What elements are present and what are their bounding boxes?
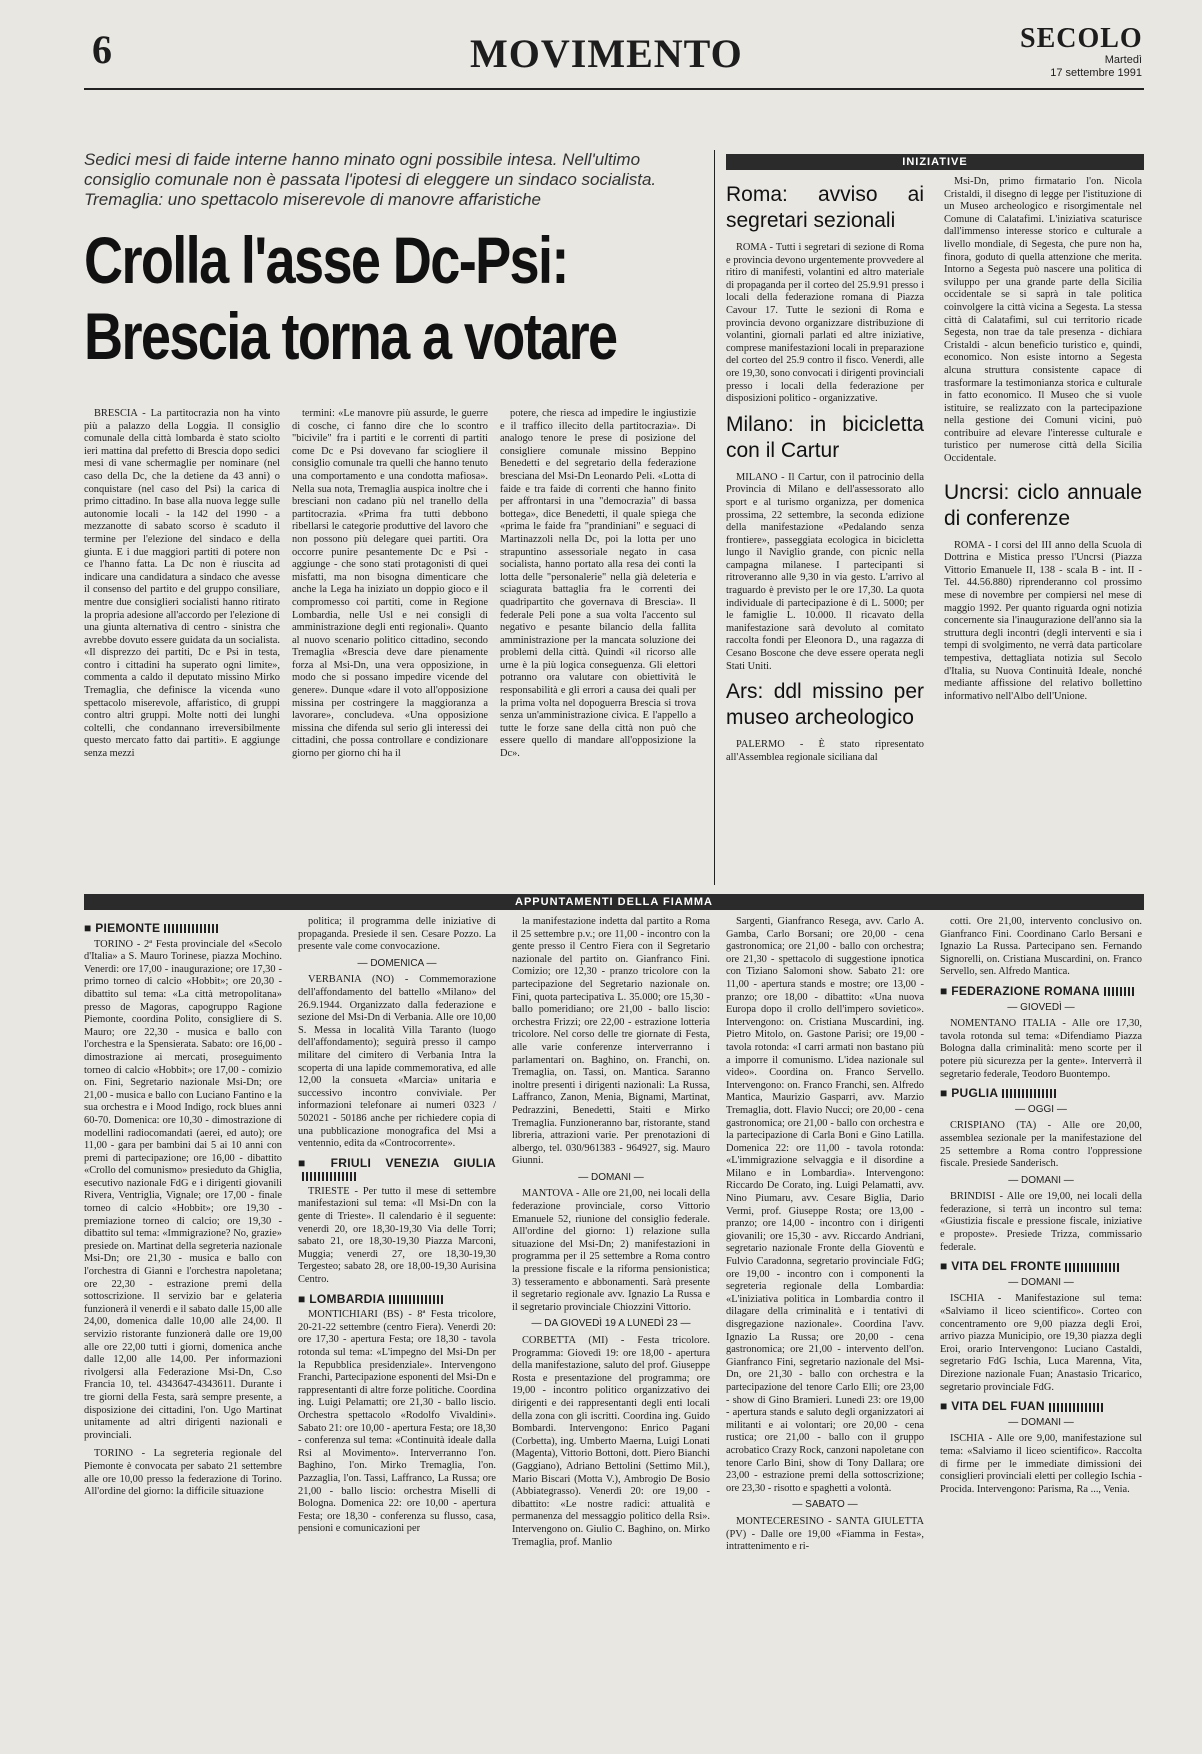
uncrsi-article-title: Uncrsi: ciclo annuale di conferenze	[944, 480, 1142, 530]
iniziative-column-b	[944, 176, 1142, 886]
masthead	[1020, 24, 1142, 80]
roma-article-title: Roma: avviso ai segretari sezionali	[726, 183, 924, 232]
page-number: 6	[92, 27, 112, 72]
ischia-fronte-item: ISCHIA - Manifestazione sul tema: «Salviamo il liceo scientifico». Corteo con concentramento ore 9,00 piazza degli Eroi, arrivo piazza Municipio, ore 19,30 piazza degli Eroi, orario Intervengono: Luciano Castaldi, segretario FdG Ischia, Luca Marenna, Vita, Direzione nazionale Fuan; Anastasio Tricarico, segretario provinciale FdG.	[940, 1293, 1142, 1393]
vertical-rule	[714, 150, 715, 885]
brindisi-item: BRINDISI - Alle ore 19,00, nei locali della federazione, si terrà un incontro sul tema: «Giustizia fiscale e pressione fiscale, iniziative e proposte». Presiede Trizza, commissario federale.	[940, 1191, 1142, 1253]
torino-festa: TORINO - 2ª Festa provinciale del «Secolo d'Italia» a S. Mauro Torinese, piazza Mochino. Venerdì: ore 17,00 - inaugurazione; ore 17,30 - primo torneo di calcio «Hobbit»; ore 20,30 - dibattito sul tema: «La città metropolitana» presso de Magoras, capogruppo Ragione Piemonte, coordina Polito, consigliere di S. Mauro; ore 22,30 - musica e ballo con l'orchestra e la Spensierata. Sabato: ore 16,00 - dimostrazione ai mercati, proseguimento torneo di calcio «Hobbit»; ore 17,00 - comizio on. Fini, Segretario nazionale Msi-Dn; ore 21,00 - musica e ballo con Luciano Fantino e la sua orchestra e i Mood Indigo, rock blues anni 60-70. Domenica: ore 10,30 - dimostrazione di modellini radiocomandati (aerei, ed auto); ore 11,00 - gara per bambini dai 5 ai 10 anni con premi di partecipazione; ore 16,00 - dibattito «Crollo del comunismo» presieduto da Ghiglia, esecutivo nazionale FdG e i dirigenti giovanili Rivera, Ventriglia, Vignale; ore 17,00 - finale torneo di calcio «Hobbit»; ore 19,30 - premiazione torneo di calcio; ore 19,30 - dibattito sul tema: «Immigrazione? No, grazie» presiede on. Martinat della segreteria nazionale Msi-Dn; ore 21,30 - musica e ballo con l'orchestra di Gianni e l'orchestra napoletana; ore 22,30 - estrazione premi della sottoscrizione. Il servizio bar e gelateria funzionerà il venerdì e il sabato dalle 15,00 alle 24,00, domenica dalle 10,00 alle 24,00. Il servizio ristorante funzionerà dalle ore 19,00 alle ore 22,00 tutti i giorni, domenica anche dalle 12,00 alle 14,00. Per informazioni rivolgersi alla Federazione Msi-Dn, C.so Francia 10, tel. 4343647-4343611. Durante i tre giorni della Festa, sarà sempre presente, a disposizione dei cittadini, l'on. Ugo Martinat unitamente ad altri dirigenti nazionali e provinciali.	[84, 938, 282, 1441]
milano-article-title: Milano: in bicicletta con il Cartur	[726, 412, 924, 462]
lead-column-1: BRESCIA - La partitocrazia non ha vinto più a palazzo della Loggia. Il consiglio comunale della città lombarda è stato sciolto ieri mattina dal prefetto di Brescia dopo sedici mesi di vane schermaglie per nominare (nel caso della Dc, che la detiene da 43 anni) o conquistare (nel caso del Psi) la carica di primo cittadino. In base alla nuova legge sulle autonomie locali - la 142 del 1990 - a mezzanotte di sabato scorso è scaduto il termine per l'elezione del sindaco e della giunta. E i due maggiori partiti di potere non ce l'hanno fatta. La Dc non è riuscita ad indicare una candidatura a sindaco che avesse il consenso del partito e del gruppo consiliare, mentre due consiglieri socialisti hanno ritirato la propria adesione all'accordo per l'elezione di una giunta alternativa di centro - sinistra che avrebbe dovuto essere guidata da un socialista. «Il disprezzo dei partiti, Dc e Psi in testa, contro i cittadini ha superato ogni limite», commenta a caldo il deputato missino Mirko Tremaglia, che definisce la vicenda «uno spettacolo miserevole, affaristico, di gruppi contro altri gruppi. Molte notti dei lunghi coltelli, che condannano irreversibilmente questo mercato fatto dai partiti». E aggiunge senza mezzi	[84, 408, 280, 760]
region-bar	[389, 1295, 445, 1304]
headline-line-2: Brescia torna a votare	[84, 299, 617, 373]
iniziative-banner: INIZIATIVE	[726, 154, 1144, 170]
masthead-logo: SECOLO	[1020, 23, 1143, 54]
region-vita-del-fronte: ■ VITA DEL FRONTE	[940, 1260, 1142, 1273]
ischia-fuan-item: ISCHIA - Alle ore 9,00, manifestazione sul tema: «Salviamo il liceo scientifico». Raccolta di firme per le immediate dimissioni dei consiglieri provinciali eletti per collegio Ischia - Procida. Intervengono: Parisma, Ra ..., Venia.	[940, 1433, 1142, 1495]
torino-segreteria: TORINO - La segreteria regionale del Piemonte è convocata per sabato 21 settembre alle ore 10,00 presso la federazione di Torino. All'ordine del giorno: la difficile situazione	[84, 1448, 282, 1498]
lead-kicker: Sedici mesi di faide interne hanno minato ogni possibile intesa. Nell'ultimo consiglio comunale non è passata l'ipotesi di eleggere un sindaco socialista. Tremaglia: uno spettacolo miserevole di manovre affaristiche	[84, 150, 657, 209]
appuntamenti-column-1	[84, 916, 282, 1744]
corbetta-item: CORBETTA (MI) - Festa tricolore. Programma: Giovedì 19: ore 18,00 - apertura della manifestazione, saluto del prof. Giuseppe Rosta e presentazione del programma; ore 19,00 - incontro politico organizzativo dei dirigenti e dei rappresentanti degli enti locali della zona con gli iscritti. Coordina ing. Guido Bombardi. Intervengono: Enrico Pagani (Corbetta), ing. Umberto Maerna, Luigi Lonati (Magenta), Vittorio Bottoni, dott. Piero Bianchi (Gaggiano), Adriano Bettolini (Settimo Mil.), Mario Biscari (Motta V.), Ambrogio De Bosio (Abbiategrasso). Venerdì 20: ore 19,00 - dibattito: «Le nostre radici: attualità e permanenza del messaggio politico della Rsi». Intervengono on. Giulio C. Baghino, on. Mirko Tremaglia, prof. Manlio	[512, 1335, 710, 1548]
region-bar	[164, 924, 220, 933]
nomentano-item: NOMENTANO ITALIA - Alle ore 17,30, tavola rotonda sul tema: «Difendiamo Piazza Bologna dalla criminalità: meno scorte per il potere più sicurezza per la gente». Interverrà il segretario federale, Teodoro Buontempo.	[940, 1018, 1142, 1080]
iniziative-column-a	[726, 176, 924, 886]
mantova-item: MANTOVA - Alle ore 21,00, nei locali della federazione provinciale, corso Vittorio Emanuele 52, riunione del consiglio federale. All'ordine del giorno: 1) relazione sulla situazione del Msi-Dn; 2) manifestazioni in programma per il 25 settembre a Roma contro la pressione fiscale e la riforma pensionistica; 3) tesseramento e abbonamenti. Sarà presente il segretario regionale avv. Ignazio La Russa e il segretario provinciale Chiozzini Vittorio.	[512, 1188, 710, 1313]
lead-column-3: potere, che riesca ad impedire le ingiustizie e il traffico illecito della partitocrazia». Di analogo tenore le prese di posizione del consigliere comunale missino Beppino Benedetti e del segretario della federazione bresciana del Msi-Dn Leonardo Peli. «Lotta di faide e tra faide di correnti che hanno finito per affrontarsi in una "democrazia" di bassa bottega», dice Benedetti, il quale spiega che «prima le faide fra "prandiniani" e seguaci di Martinazzoli nella Dc, poi la lotta per uno strapuntino assessoriale negato in casa socialista, hanno portato alla resa dei conti la lotta delle "personalerie" nella già deleteria e sciagurata battaglia fra le correnti dei quadripartito che governava di Brescia». Il federale Peli pone a sua volta l'accento sul negativo e pesante bilancio della fallita amministrazione per la mancata soluzione dei problemi della città. Quindi «il ricorso alle urne è la più logica conseguenza. Gli elettori potranno ora valutare con obiettività le responsabilità e gli errori a causa dei quali per la prima volta nel dopoguerra Brescia si trova senza un'amministrazione civica. E l'appello a tutte le forze sane della città non può che essere quello di mandare all'opposizione la Dc».	[500, 408, 696, 760]
appuntamenti-banner: APPUNTAMENTI DELLA FIAMMA	[84, 894, 1144, 910]
ars-article-body: PALERMO - È stato ripresentato all'Assemblea regionale siciliana dal	[726, 739, 924, 763]
appuntamenti-column-5: cotti. Ore 21,00, intervento conclusivo on. Gianfranco Fini. Coordinano Carlo Bersani e Ignazio La Russa. Partecipano sen. Fernando Signorelli, on. Cristiana Muscardini, on. Franco Servello, sen. Alfredo Mantica. ■ FEDERAZIONE ROMANA — GIOVEDÌ — NOMENTANO ITALIA - Alle ore 17,30, tavola rotonda sul tema: «Difendiamo Piazza Bologna dalla criminalità: meno scorte per il potere più sicurezza per la gente». Interverrà il segretario federale, Teodoro Buontempo. ■ PUGLIA — OGGI — CRISPIANO (TA) - Alle ore 20,00, assemblea sezionale per la manifestazione del 25 settembre a Roma contro l'oppressione fiscale. Presiede Sanderisch. — DOMANI — BRINDISI - Alle ore 19,00, nei locali della federazione, si terrà un incontro sul tema: «Giustizia fiscale e pressione fiscale, iniziative e proposte». Presiede Trizza, commissario federale. ■ VITA DEL FRONTE — DOMANI — ISCHIA - Manifestazione sul tema: «Salviamo il liceo scientifico». Corteo con concentramento ore 9,00 piazza degli Eroi, arrivo piazza Municipio, ore 19,30 piazza degli Eroi, orario Intervengono: Luciano Castaldi, segretario FdG Ischia, Luca Marenna, Vita, Direzione nazionale Fuan; Anastasio Tricarico, segretario provinciale FdG. ■ VITA DEL FUAN — DOMANI — ISCHIA - Alle ore 9,00, manifestazione sul tema: «Salviamo il liceo scientifico». Raccolta di firme per le immediate dimissioni dei consiglieri provinciali eletti per collegio Ischia - Procida. Intervengono: Parisma, Ra ..., Venia.	[940, 916, 1142, 1495]
region-vita-del-fuan: ■ VITA DEL FUAN	[940, 1400, 1142, 1413]
region-bar	[1002, 1089, 1058, 1098]
appuntamenti-column-2: politica; il programma delle iniziative di propaganda. Presiede il sen. Cesare Pozzo. La presente vale come convocazione. — DOMENICA — VERBANIA (NO) - Commemorazione dell'affondamento del battello «Milano» del 26.9.1944. Organizzato dalla federazione e sezione del Msi-Dn di Verbania. Alle ore 10,00 S. Messa in località Villa Taranto (luogo dell'affondamento); seguirà presso il campo militare del cimitero di Verbania Intra la scoperta di una lapide commemorativa, ed alle 12,00 la consueta «Marcia» unitaria e successivo incontro conviviale. Per informazioni telefonare ai numeri 0323 / 502021 - 50186 anche per richiedere copia di una pubblicazione monografica del Msi a ventennio, edita da «Controcorrente». ■ FRIULI VENEZIA GIULIA TRIESTE - Per tutto il mese di settembre manifestazioni sul tema: «Il Msi-Dn con la gente di Trieste». Il calendario è il seguente: venerdì 20, ore 18,30-19,30 Via delle Torri; sabato 21, ore 18,30-19,30 Piazza Marconi, Muggia; venerdì 27, ore 18,30-19,30 Tergesteo; sabato 28, ore 18,00-19,30 Aurisina Centro. ■ LOMBARDIA MONTICHIARI (BS) - 8ª Festa tricolore, 20-21-22 settembre (centro Fiera). Venerdì 20: ore 17,30 - apertura Festa; ore 18,30 - tavola rotonda sul tema: «L'impegno del Msi-Dn per la Repubblica presidenziale». Intervengono Franchi, Partecipazione esponenti del Msi-Dn e rappresentanti di altre forze politiche. Coordina ing. Luigi Pelamatti; ore 21,30 - ballo liscio. Orchestra spettacolo «Rodolfo Vivaldini». Sabato 21: ore 10,00 - apertura Festa; ore 18,30 - conferenza sul tema: «Continuità ideale dalla Rsi al Movimento». Interverranno l'on. Baghino, l'on. Mirko Tremaglia, l'on. Pazzaglia, l'on. Tassi, Laffranco, La Russa; ore 21,00 - ballo liscio: orchestra Miselli di Bologna. Domenica 22: ore 10,00 - apertura Festa; ore 18,30 - conferenza su flusso, casa, pensioni e comunicazioni per	[298, 916, 496, 1535]
region-lombardia: ■ LOMBARDIA	[298, 1293, 496, 1306]
region-federazione-romana: ■ FEDERAZIONE ROMANA	[940, 985, 1142, 998]
section-title: MOVIMENTO	[470, 31, 743, 76]
masthead-day: Martedì	[1104, 54, 1142, 66]
region-bar	[1065, 1263, 1121, 1272]
lead-headline	[84, 222, 617, 374]
ars-article-continued: Msi-Dn, primo firmatario l'on. Nicola Cristaldi, il disegno di legge per l'istituzione di un Museo archeologico e risorgimentale nel Comune di Calatafimi. L'iniziativa scaturisce dall'immenso interesse storico e culturale a livello mondiale, di Segesta, che pure non ha, finora, goduto di quella attenzione che merita. Intorno a Segesta può nascere una politica di sviluppo per una grande parte della Sicilia occidentale se si saprà in tale politica coinvolgere la città vicina a Segesta. La stessa città di Calatafimi, sul cui territorio ricade Segesta, non trae da tale presenza - dichiara Cristaldi - alcun beneficio turistico e, quindi, economico. Non esiste intorno a Segesta alcuna struttura consistente capace di trasformare la testimonianza storica e culturale in fatto economico. Il Museo che si vuole istituire, se realizzato con la partecipazione nella gestione dei Comuni vicini, può contribuire ad elevare l'interesse culturale e turistico per numerose città della Sicilia Occidentale.	[944, 176, 1142, 465]
monteceresino-item: MONTECERESINO - SANTA GIULETTA (PV) - Dalle ore 19,00 «Fiamma in Festa», intrattenimento e ri-	[726, 1515, 924, 1553]
region-friuli: ■ FRIULI VENEZIA GIULIA	[298, 1157, 496, 1182]
montichiari-item: MONTICHIARI (BS) - 8ª Festa tricolore, 20-21-22 settembre (centro Fiera). Venerdì 20: ore 17,30 - apertura Festa; ore 18,30 - tavola rotonda sul tema: «L'impegno del Msi-Dn per la Repubblica presidenziale». Intervengono Franchi, Partecipazione esponenti del Msi-Dn e rappresentanti di altre forze politiche. Coordina ing. Luigi Pelamatti; ore 21,30 - ballo liscio. Orchestra spettacolo «Rodolfo Vivaldini». Sabato 21: ore 10,00 - apertura Festa; ore 18,30 - conferenza sul tema: «Continuità ideale dalla Rsi al Movimento». Interverranno l'on. Baghino, l'on. Mirko Tremaglia, l'on. Pazzaglia, l'on. Tassi, Laffranco, La Russa; ore 21,00 - ballo liscio: orchestra Miselli di Bologna. Domenica 22: ore 10,00 - apertura Festa; ore 18,30 - conferenza su flusso, casa, pensioni e comunicazioni per	[298, 1309, 496, 1535]
appuntamenti-column-3: la manifestazione indetta dal partito a Roma il 25 settembre p.v.; ore 11,00 - incontro con la gente presso il Centro Fiera con il Segretario nazionale del partito on. Gianfranco Fini. Comizio; ore 12,30 - pranzo tricolore con la partecipazione del Segretario nazionale on. Fini, quota partecipativa L. 35.000; ore 15,30 - ballo pomeridiano; ore 21,00 - ballo liscio: orchestra Frizzi; ore 22,00 - estrazione lotteria tricolore. Nel corso delle tre giornate di Festa, alle varie conferenze interverranno i parlamentari on. Baghino, on. Franchi, on. Tremaglia, on. Tassi, on. Mantica. Saranno inoltre presenti i dirigenti nazionali: La Russa, Laffranco, Zanon, Menia, Bignami, Martinat, Pedrazzini, Benedetti, Staiti e Mirko Tremaglia. Funzioneranno bar, ristorante, stand libreria, attrazioni varie. Per prenotazioni di albergo, tel. 030/961383 - 964927, sig. Mauro Giunni. — DOMANI — MANTOVA - Alle ore 21,00, nei locali della federazione provinciale, corso Vittorio Emanuele 52, riunione del consiglio federale. All'ordine del giorno: 1) relazione sulla situazione del Msi-Dn; 2) manifestazioni in programma per il 25 settembre a Roma contro la pressione fiscale e la riforma pensionistica; 3) tesseramento e abbonamenti. Sarà presente il segretario regionale avv. Ignazio La Russa e il segretario provinciale Chiozzini Vittorio. — DA GIOVEDÌ 19 A LUNEDÌ 23 — CORBETTA (MI) - Festa tricolore. Programma: Giovedì 19: ore 18,00 - apertura della manifestazione, saluto del prof. Giuseppe Rosta e presentazione del programma; ore 19,00 - incontro politico organizzativo dei dirigenti e dei rappresentanti degli enti locali della zona con gli iscritti. Coordina ing. Guido Bombardi. Intervengono: Enrico Pagani (Corbetta), ing. Umberto Maerna, Luigi Lonati (Magenta), Vittorio Bottoni, dott. Piero Bianchi (Gaggiano), Adriano Bettolini (Settimo Mil.), Mario Biscari (Motta V.), Ambrogio De Bosio (Abbiategrasso). Venerdì 20: ore 19,00 - dibattito: «Le nostre radici: attualità e permanenza del messaggio politico della Rsi». Intervengono on. Giulio C. Baghino, on. Mirko Tremaglia, prof. Manlio	[512, 916, 710, 1548]
region-bar	[1104, 987, 1134, 996]
lead-column-2: termini: «Le manovre più assurde, le guerre di cosche, ci fanno dire che lo scontro "bicivile" fra i partiti e le correnti di partiti come Dc e Psi dovevano far sciogliere il consiglio comunale tra quelli che hanno tenuto una comportamento e una condotta mafiosa». Nella sua nota, Tremaglia auspica inoltre che i bresciani non cadano più nel tranello della partitocrazia. «Prima fra tutti debbono ribellarsi le categorie produttive del lavoro che non possono più delegare quei partiti. Ora occorre punire pesantemente Dc e Psi - aggiunge - che sono stati protagonisti di quei misfatti, ma non bisogna dimenticare che anche la Lega ha iniziato un doppio gioco e il compromesso coi partiti, come in Regione Lombardia, nelle Usl e nei consigli di amministrazione degli enti regionali». Quanto al nuovo scenario politico cittadino, secondo Tremaglia «Brescia deve dare pienamente forza al Msi-Dn, una vera opposizione, in modo che si possano impedire vicende del genere». Dunque «dare il voto all'opposizione missina per costringere la maggioranza a lavorare», concludeva. «Una opposizione missina che difenda sul serio gli interessi dei cittadini, che possa controllare e condizionare giorno per giorno chi ha il	[292, 408, 488, 760]
uncrsi-article-body: ROMA - I corsi del III anno della Scuola di Dottrina e Mistica presso l'Uncrsi (Piazza Vittorio Emanuele II, 138 - scala B - int. II - Tel. 44.56.880) riprenderanno col prossimo mese di novembre per compiersi nel mese di maggio 1992. Per quanto riguarda ogni notizia concernente sia l'inaugurazione dell'anno sia la struttura degli incontri (degli interventi e sia i tempi di svolgimento, ne verrà data particolare tempestiva, dettagliata notizia sul Secolo d'Italia, su Nuova Continuità Ideale, nonché mediante affissione del relativo bollettino informativo nell'Albo dell'Unione.	[944, 539, 1142, 702]
appuntamenti-column-4: Sargenti, Gianfranco Resega, avv. Carlo A. Gamba, Carlo Borsani; ore 20,00 - cena gastronomica; ore 21,00 - ballo con orchestra; ore 21,30 - spettacolo di suggestione ipnotica con Tiziano Salomoni show. Sabato 21: ore 11,00 - apertura stands e mostre; ore 13,00 - pranzo; ore 18,00 - dibattito: «Una nuova Europa dopo il crollo dell'impero sovietico». Intervengono: on. Cristiana Muscardini, ing. Pietro Mitolo, on. Gastone Parisi; ore 19,00 - tavola rotonda: «I carri armati non bastano più a imporre il comunismo. L'idea nazionale sul video». Coordina on. Franco Servello. Intervengono: on. Franco Franchi, sen. Alfredo Mantica, Maurizio Gasparri, avv. Marzio Tremaglia, dott. Flavio Nucci; ore 20,00 - cena gastronomica; ore 21,00 - ballo con orchestra e la partecipazione di Carla Boni e Gino Latilla. Domenica 22: ore 11,00 - tavola rotonda: «L'immigrazione selvaggia e il disordine a Milano e in Lombardia». Intervengono: Riccardo De Corato, ing. Luigi Pelamatti, avv. Nino Piumaru, avv. Cesare Biglia, Dario Vermi, prof. Giuseppe Rosta; ore 13,00 - pranzo; ore 14,00 - incontro con i dirigenti giovanili; ore 15,30 - avv. Riccardo Andriani, segretario nazionale Fronte della Gioventù e Fulvio Caradonna, segretario provinciale FdG; ore 19,00 - incontro con i componenti la segreteria regionale della Lombardia: «L'iniziativa politica in Lombardia contro il dilagare della criminalità e i tentativi di disgregazione nazionale». Coordina l'avv. Ignazio La Russa; ore 20,00 - cena gastronomica; ore 21,00 - intervento dell'on. Gianfranco Fini, segretario nazionale del Msi-Dn, ore 21,30 - ballo con orchestra e la partecipazione del tenore Carlo Elli; ore 23,00 - show di Gino Bramieri. Lunedì 23: ore 19,00 - apertura stands e saluto degli organizzatori ai militanti e ai volontari; ore 20,00 - cena rustica; ore 21,00 - ballo con il gruppo acrobatico Crazy Rock, canzoni napoletane con tenore Carlo Bini, show di Tony Dallara; ore 23,00 - estrazione premi della sottoscrizione; ore 23,30 - risotto e spaghetti a volontà. — SABATO — MONTECERESINO - SANTA GIULETTA (PV) - Dalle ore 19,00 «Fiamma in Festa», intrattenimento e ri-	[726, 916, 924, 1553]
crispiano-item: CRISPIANO (TA) - Alle ore 20,00, assemblea sezionale per la manifestazione del 25 settembre a Roma contro l'oppressione fiscale. Presiede Sanderisch.	[940, 1120, 1142, 1170]
milano-article-body: MILANO - Il Cartur, con il patrocinio della Provincia di Milano e dell'assessorato allo sport e al turismo organizza, per domenica prossima, 22 settembre, la seconda edizione della manifestazione «Pedalando senza frontiere», passeggiata ecologica in bicicletta lungo il Naviglio grande, con picnic nella campagna milanese. I partecipanti si ritroveranno alle 9,30 in via gesto. L'arrivo al traguardo è previsto per le ore 17,30. La quota individuale di partecipazione è di L. 5000; per le famiglie L. 10.000. Il ricavato della manifestazione sarà devoluto al comitato raccolta fondi per Eleonora D., una ragazza di Cesano Boscone che deve essere operata negli Stati Uniti.	[726, 471, 924, 672]
roma-article-body: ROMA - Tutti i segretari di sezione di Roma e provincia devono urgentemente provvedere al ritiro di manifesti, volantini ed altro materiale di propaganda per il corteo del 25.9.91 presso i locali della federazione romana di Piazza Cavour 17. Tutte le sezioni di Roma e provincia devono organizzare distribuzione di volantini, giornali parlati ed altre iniziative, comprese manifestazioni locali in preparazione del corteo del 25.9 contro il fisco. Venerdì, alle ore 19,30, sono convocati i dirigenti provinciali presso i locali della federazione per disposizioni politico - organizzative.	[726, 242, 924, 405]
region-piemonte: ■ PIEMONTE	[84, 922, 282, 935]
verbania-item: VERBANIA (NO) - Commemorazione dell'affondamento del battello «Milano» del 26.9.1944. Organizzato dalla federazione e sezione del Msi-Dn di Verbania. Alle ore 10,00 S. Messa in località Villa Taranto (luogo dell'affondamento); seguirà presso il campo militare del cimitero di Verbania Intra la scoperta di una lapide commemorativa, ed alle 12,00 la consueta «Marcia» unitaria e successivo incontro conviviale. Per informazioni telefonare ai numeri 0323 / 502021 - 50186 anche per richiedere copia di una pubblicazione monografica del Msi a ventennio, edita da «Controcorrente».	[298, 974, 496, 1150]
masthead-date: 17 settembre 1991	[1050, 67, 1142, 79]
ars-article-title: Ars: ddl missino per museo archeologico	[726, 680, 924, 730]
header-rule	[84, 88, 1144, 90]
region-bar	[302, 1172, 358, 1181]
trieste-item: TRIESTE - Per tutto il mese di settembre manifestazioni sul tema: «Il Msi-Dn con la gente di Trieste». Il calendario è il seguente: venerdì 20, ore 18,30-19,30 Via delle Torri; sabato 21, ore 18,30-19,30 Piazza Marconi, Muggia; venerdì 27, ore 18,30-19,30 Tergesteo; sabato 28, ore 18,00-19,30 Aurisina Centro.	[298, 1185, 496, 1286]
region-puglia: ■ PUGLIA	[940, 1087, 1142, 1100]
headline-line-1: Crolla l'asse Dc-Psi:	[84, 223, 568, 297]
region-bar	[1049, 1403, 1105, 1412]
